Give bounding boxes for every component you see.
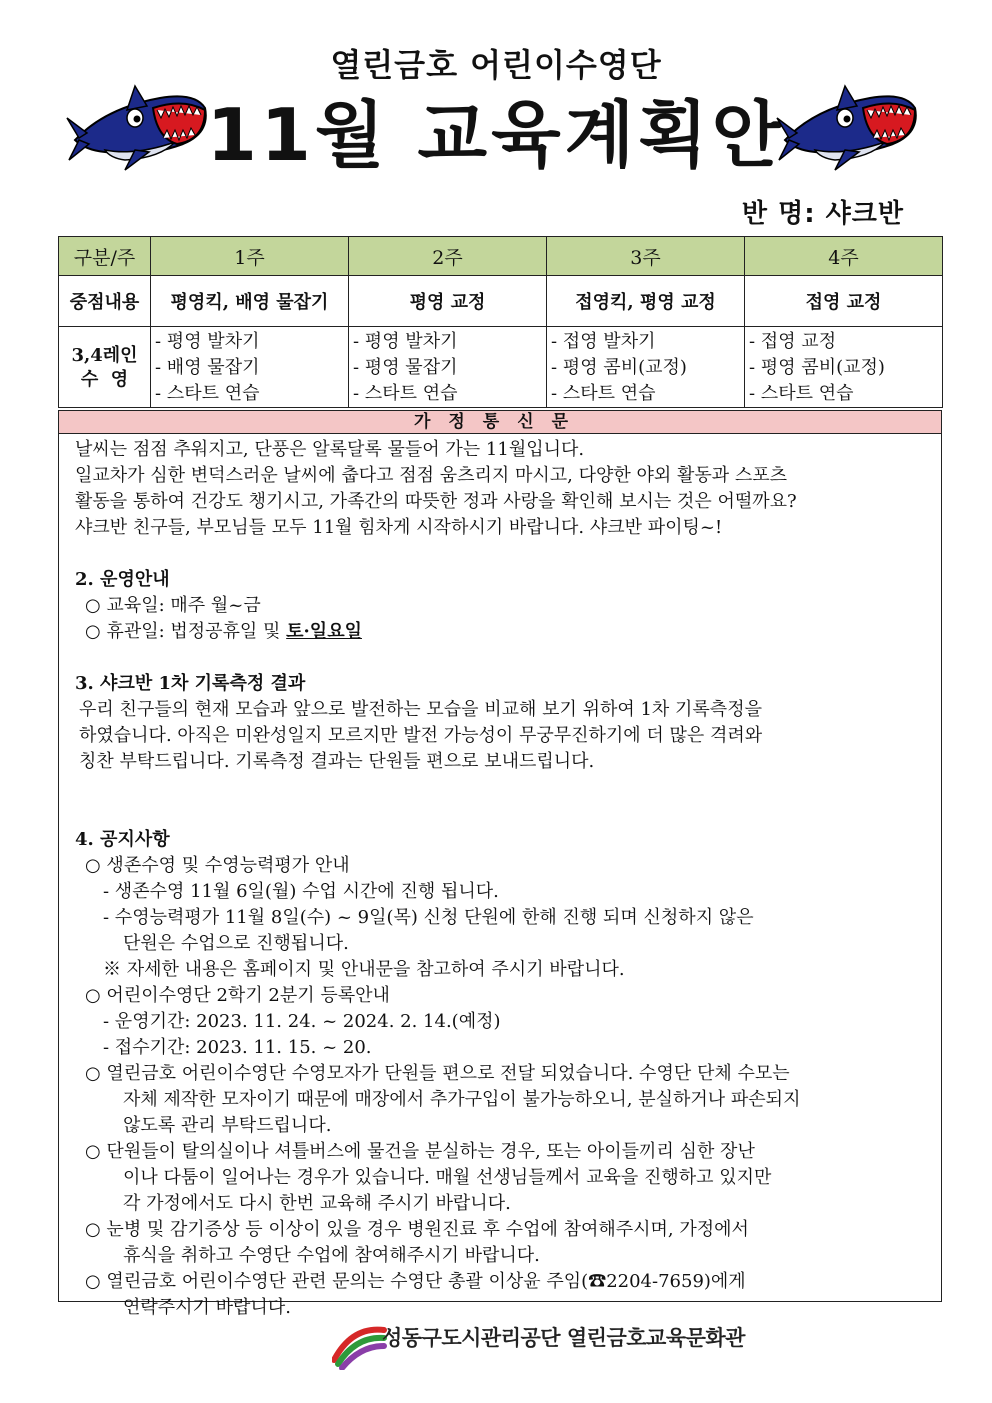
notice-item: ○ 생존수영 및 수영능력평가 안내 [85,855,350,876]
column-header: 1주 [151,237,349,276]
list-item: - 배영 물잡기 [155,357,260,378]
intro-line: 일교차가 심한 변덕스러운 날씨에 춥다고 점점 움츠리지 마시고, 다양한 야외 활동과 스포츠 [75,465,788,486]
notice-item-cont: 휴식을 취하고 수영단 수업에 참여해주시기 바랍니다. [123,1245,540,1266]
shark-mascot-icon [65,78,215,173]
paragraph-line: 우리 친구들의 현재 모습과 앞으로 발전하는 모습을 비교해 보기 위하여 1차 기록측정을 [79,699,762,720]
newsletter-body [75,437,941,1321]
emphasized-days: 토·일요일 [286,621,362,642]
class-name: 반 명: 샤크반 [741,199,904,229]
notice-subitem: - 수영능력평가 11월 8일(수) ~ 9일(목) 신청 단원에 한해 진행 되며 신청하지 않은 [103,907,754,928]
header-subtitle: 열린금호 어린이수영단 [330,46,662,84]
footer-organization: 성동구도시관리공단 열린금호교육문화관 [382,1326,745,1350]
focus-row [59,276,943,327]
list-item: - 평영 발차기 [353,331,458,352]
column-header: 4주 [745,237,943,276]
shark-mascot-icon [775,78,925,173]
table-cell [151,327,349,408]
intro-line: 활동을 통하여 건강도 챙기시고, 가족간의 따뜻한 정과 사랑을 확인해 보시는 것은 어떨까요? [75,491,797,512]
section-title: 4. 공지사항 [75,829,170,850]
list-item: - 평영 콤비(교정) [749,357,885,378]
lane-row [59,327,943,408]
info-item: ○ 교육일: 매주 월~금 [85,595,261,616]
intro-line: 샤크반 친구들, 부모님들 모두 11월 힘차게 시작하시기 바랍니다. 샤크반 파이팅~! [75,517,723,538]
notice-item-cont: 연락주시기 바랍니다. [123,1297,291,1318]
list-item: - 평영 물잡기 [353,357,458,378]
list-item: - 스타트 연습 [155,383,260,404]
table-cell: 평영킥, 배영 물잡기 [151,276,349,327]
notice-subitem: - 운영기간: 2023. 11. 24. ~ 2024. 2. 14.(예정) [103,1011,501,1032]
column-header: 3주 [547,237,745,276]
column-header: 구분/주 [59,237,151,276]
list-item: - 스타트 연습 [353,383,458,404]
notice-subitem: 단원은 수업으로 진행됩니다. [123,933,349,954]
paragraph-line: 칭찬 부탁드립니다. 기록측정 결과는 단원들 편으로 보내드립니다. [79,751,595,772]
table-cell [547,327,745,408]
list-item: - 스타트 연습 [749,383,854,404]
notice-item-cont: 않도록 관리 부탁드립니다. [123,1115,332,1136]
row-label-line: 수 영 [80,369,129,390]
notice-note: ※ 자세한 내용은 홈페이지 및 안내문을 참고하여 주시기 바랍니다. [103,959,625,980]
notice-item-cont: 자체 제작한 모자이기 때문에 매장에서 추가구입이 불가능하오니, 분실하거나 파손되지 [123,1089,801,1110]
newsletter-box [58,410,942,1318]
list-item: - 접영 교정 [749,331,837,352]
row-label-line: 3,4레인 [71,345,138,366]
schedule-header-row [59,237,943,276]
table-cell [745,327,943,408]
section-title: 3. 샤크반 1차 기록측정 결과 [75,673,306,694]
notice-subitem: - 생존수영 11월 6일(월) 수업 시간에 진행 됩니다. [103,881,499,902]
table-cell [349,327,547,408]
notice-item-cont: 각 가정에서도 다시 한번 교육해 주시기 바랍니다. [123,1193,511,1214]
list-item: - 평영 발차기 [155,331,260,352]
newsletter-header: 가정통신문 [59,411,941,434]
intro-line: 날씨는 점점 추워지고, 단풍은 알록달록 물들어 가는 11월입니다. [75,439,585,460]
table-cell: 평영 교정 [349,276,547,327]
notice-item: ○ 열린금호 어린이수영단 관련 문의는 수영단 총괄 이상윤 주임(☎2204-7659)에게 [85,1271,746,1292]
column-header: 2주 [349,237,547,276]
notice-subitem: - 접수기간: 2023. 11. 15. ~ 20. [103,1037,372,1058]
list-item: - 평영 콤비(교정) [551,357,687,378]
info-item-text: ○ 휴관일: 법정공휴일 및 [85,621,287,642]
section-title: 2. 운영안내 [75,569,170,590]
schedule-table [58,236,943,408]
notice-item: ○ 어린이수영단 2학기 2분기 등록안내 [85,985,390,1006]
info-item [75,619,941,645]
notice-item: ○ 단원들이 탈의실이나 셔틀버스에 물건을 분실하는 경우, 또는 아이들끼리 심한 장난 [85,1141,755,1162]
notice-item-cont: 이나 다툼이 일어나는 경우가 있습니다. 매월 선생님들께서 교육을 진행하고 있지만 [123,1167,772,1188]
table-cell: 접영 교정 [745,276,943,327]
row-label [59,327,151,408]
notice-item: ○ 열린금호 어린이수영단 수영모자가 단원들 편으로 전달 되었습니다. 수영단 단체 수모는 [85,1063,790,1084]
page-title: 11월 교육계획안 [206,93,786,177]
notice-item: ○ 눈병 및 감기증상 등 이상이 있을 경우 병원진료 후 수업에 참여해주시며, 가정에서 [85,1219,749,1240]
paragraph-line: 하였습니다. 아직은 미완성일지 모르지만 발전 가능성이 무궁무진하기에 더 많은 격려와 [79,725,763,746]
row-label: 중점내용 [59,276,151,327]
list-item: - 접영 발차기 [551,331,656,352]
list-item: - 스타트 연습 [551,383,656,404]
table-cell: 접영킥, 평영 교정 [547,276,745,327]
